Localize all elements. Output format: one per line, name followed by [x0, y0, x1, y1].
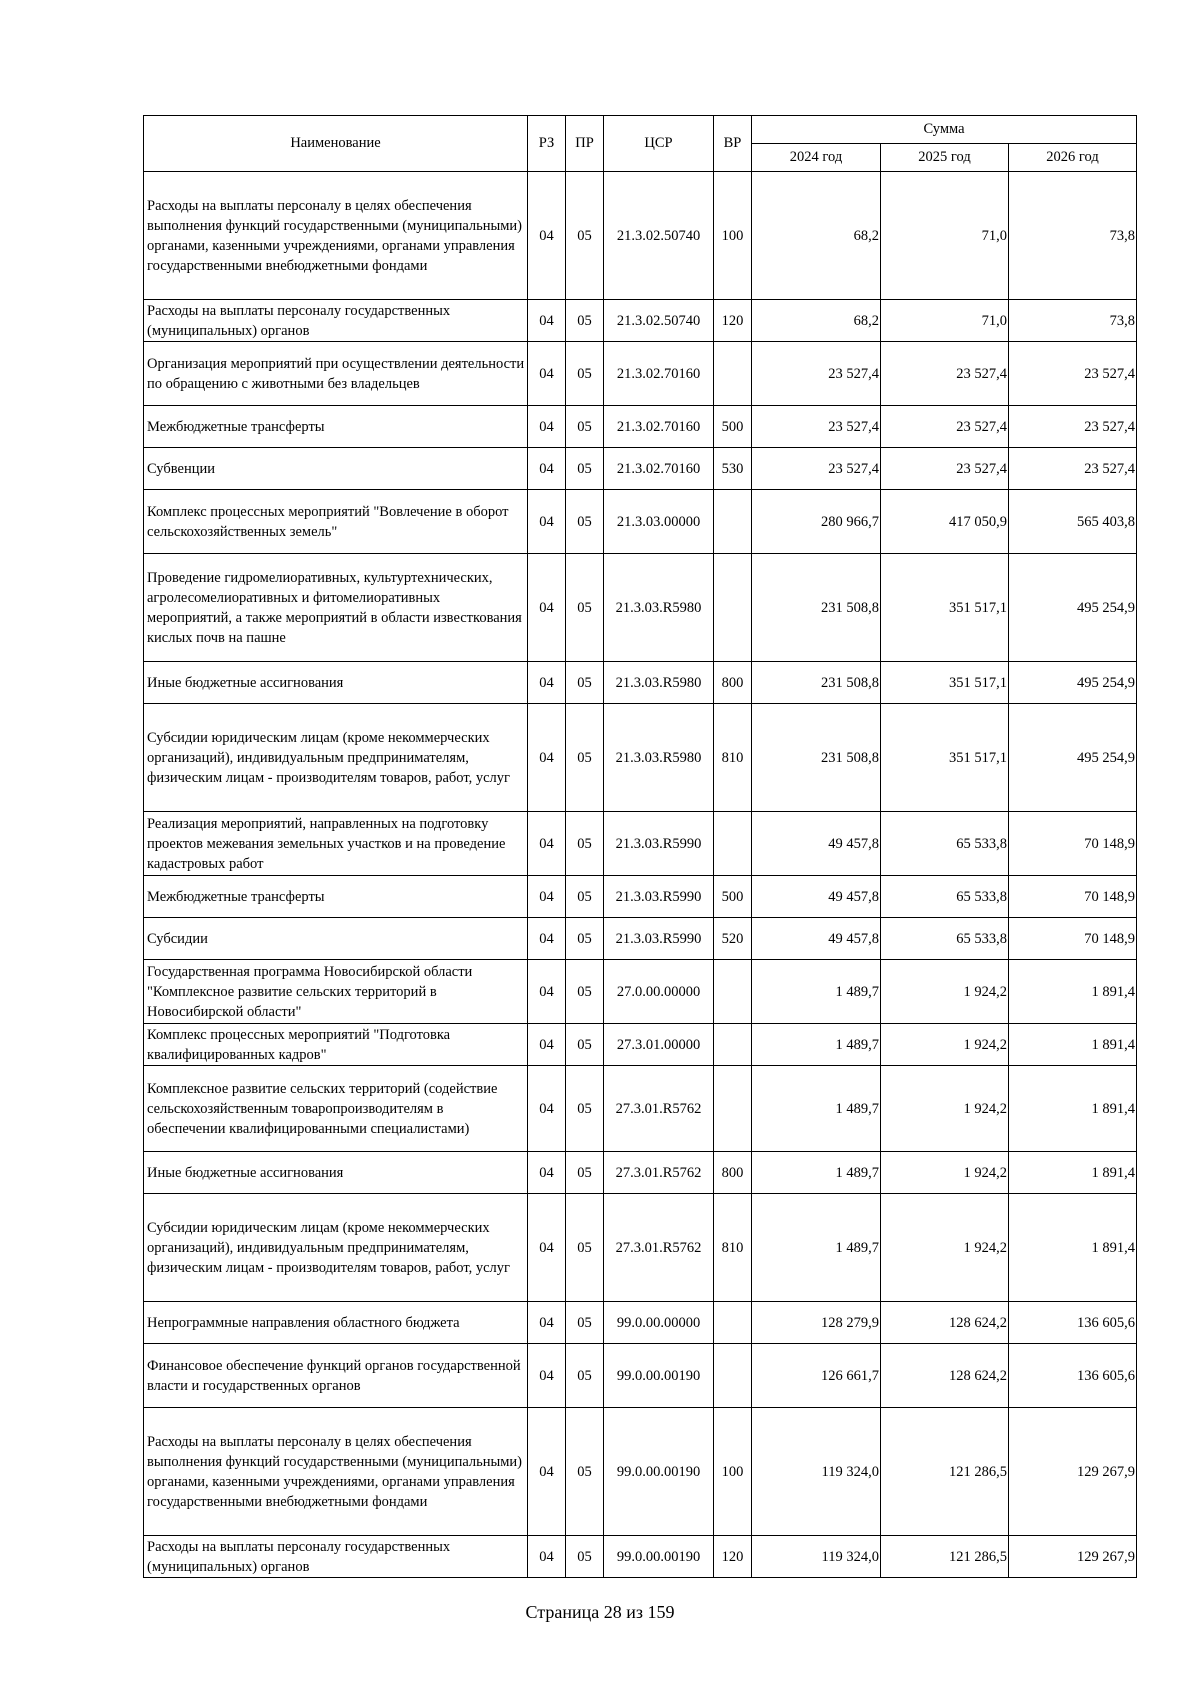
row-name: Комплекс процессных мероприятий "Вовлечение в оборот сельскохозяйственных земель": [144, 490, 528, 554]
table-row: [144, 1194, 1137, 1302]
row-csr: 21.3.02.70160: [604, 342, 714, 406]
row-sum-2024: 119 324,0: [752, 1536, 881, 1578]
row-sum-2025: 121 286,5: [881, 1536, 1009, 1578]
row-sum-2026: 23 527,4: [1009, 406, 1137, 448]
row-pr: 05: [566, 1408, 604, 1536]
row-sum-2024: 49 457,8: [752, 918, 881, 960]
row-sum-2026: 495 254,9: [1009, 554, 1137, 662]
table-row: [144, 1152, 1137, 1194]
header-name: Наименование: [144, 116, 528, 172]
row-vr: [714, 554, 752, 662]
row-name: Расходы на выплаты персоналу в целях обеспечения выполнения функций государственными (муниципальными) органами, казенными учреждениями, органами управления государственными внебюджетными фондами: [144, 1408, 528, 1536]
row-name: Проведение гидромелиоративных, культуртехнических, агролесомелиоративных и фитомелиоративных мероприятий, а также мероприятий в области известкования кислых почв на пашне: [144, 554, 528, 662]
row-csr: 21.3.03.R5990: [604, 876, 714, 918]
row-csr: 21.3.03.00000: [604, 490, 714, 554]
row-sum-2026: 70 148,9: [1009, 812, 1137, 876]
row-rz: 04: [528, 876, 566, 918]
row-rz: 04: [528, 490, 566, 554]
row-name: Расходы на выплаты персоналу государственных (муниципальных) органов: [144, 300, 528, 342]
row-sum-2024: 231 508,8: [752, 554, 881, 662]
row-csr: 21.3.02.50740: [604, 172, 714, 300]
row-vr: [714, 1302, 752, 1344]
table-row: [144, 960, 1137, 1024]
row-sum-2024: 1 489,7: [752, 960, 881, 1024]
table-row: [144, 876, 1137, 918]
row-rz: 04: [528, 704, 566, 812]
row-name: Государственная программа Новосибирской области "Комплексное развитие сельских территорий в Новосибирской области": [144, 960, 528, 1024]
row-vr: 100: [714, 1408, 752, 1536]
row-sum-2025: 351 517,1: [881, 704, 1009, 812]
row-sum-2026: 23 527,4: [1009, 342, 1137, 406]
row-rz: 04: [528, 1302, 566, 1344]
row-name: Межбюджетные трансферты: [144, 876, 528, 918]
row-csr: 21.3.03.R5990: [604, 812, 714, 876]
row-csr: 99.0.00.00190: [604, 1408, 714, 1536]
row-vr: 800: [714, 1152, 752, 1194]
row-pr: 05: [566, 342, 604, 406]
row-sum-2025: 1 924,2: [881, 1066, 1009, 1152]
row-sum-2025: 1 924,2: [881, 1194, 1009, 1302]
row-pr: 05: [566, 960, 604, 1024]
row-sum-2026: 565 403,8: [1009, 490, 1137, 554]
row-csr: 21.3.03.R5980: [604, 662, 714, 704]
row-sum-2026: 73,8: [1009, 172, 1137, 300]
row-name: Комплекс процессных мероприятий "Подготовка квалифицированных кадров": [144, 1024, 528, 1066]
row-sum-2025: 351 517,1: [881, 554, 1009, 662]
row-rz: 04: [528, 1024, 566, 1066]
row-name: Иные бюджетные ассигнования: [144, 1152, 528, 1194]
row-vr: 530: [714, 448, 752, 490]
row-sum-2024: 231 508,8: [752, 662, 881, 704]
table-row: [144, 704, 1137, 812]
row-pr: 05: [566, 554, 604, 662]
row-pr: 05: [566, 1536, 604, 1578]
row-csr: 21.3.03.R5990: [604, 918, 714, 960]
row-pr: 05: [566, 448, 604, 490]
row-rz: 04: [528, 342, 566, 406]
row-vr: [714, 490, 752, 554]
row-sum-2024: 49 457,8: [752, 812, 881, 876]
row-sum-2025: 1 924,2: [881, 1024, 1009, 1066]
table-row: [144, 490, 1137, 554]
row-vr: 120: [714, 300, 752, 342]
row-rz: 04: [528, 1536, 566, 1578]
table-row: [144, 554, 1137, 662]
row-pr: 05: [566, 1302, 604, 1344]
row-sum-2026: 23 527,4: [1009, 448, 1137, 490]
row-name: Расходы на выплаты персоналу государственных (муниципальных) органов: [144, 1536, 528, 1578]
row-sum-2025: 351 517,1: [881, 662, 1009, 704]
row-sum-2024: 128 279,9: [752, 1302, 881, 1344]
row-pr: 05: [566, 1194, 604, 1302]
row-vr: [714, 960, 752, 1024]
row-csr: 99.0.00.00190: [604, 1344, 714, 1408]
header-pr: ПР: [566, 116, 604, 172]
row-vr: 100: [714, 172, 752, 300]
row-sum-2026: 1 891,4: [1009, 1152, 1137, 1194]
table-row: [144, 1302, 1137, 1344]
table-body: [144, 172, 1137, 1578]
row-sum-2024: 1 489,7: [752, 1066, 881, 1152]
row-sum-2025: 23 527,4: [881, 406, 1009, 448]
table-row: [144, 448, 1137, 490]
row-rz: 04: [528, 1194, 566, 1302]
row-sum-2024: 68,2: [752, 172, 881, 300]
row-name: Межбюджетные трансферты: [144, 406, 528, 448]
row-sum-2025: 65 533,8: [881, 876, 1009, 918]
row-sum-2024: 23 527,4: [752, 406, 881, 448]
row-pr: 05: [566, 1024, 604, 1066]
row-vr: [714, 342, 752, 406]
header-year-2026: 2026 год: [1009, 144, 1137, 172]
header-year-2025: 2025 год: [881, 144, 1009, 172]
row-pr: 05: [566, 172, 604, 300]
row-sum-2024: 126 661,7: [752, 1344, 881, 1408]
table-row: [144, 1066, 1137, 1152]
row-sum-2024: 231 508,8: [752, 704, 881, 812]
row-rz: 04: [528, 960, 566, 1024]
row-name: Субсидии: [144, 918, 528, 960]
table-row: [144, 300, 1137, 342]
row-sum-2026: 1 891,4: [1009, 1066, 1137, 1152]
row-name: Комплексное развитие сельских территорий (содействие сельскохозяйственным товаропроизводителям в обеспечении квалифицированными специалистами): [144, 1066, 528, 1152]
page-number: Страница 28 из 159: [525, 1602, 675, 1622]
row-vr: 810: [714, 1194, 752, 1302]
row-pr: 05: [566, 812, 604, 876]
row-rz: 04: [528, 1408, 566, 1536]
row-sum-2026: 136 605,6: [1009, 1302, 1137, 1344]
header-year-2024: 2024 год: [752, 144, 881, 172]
row-rz: 04: [528, 662, 566, 704]
row-sum-2024: 68,2: [752, 300, 881, 342]
row-sum-2025: 65 533,8: [881, 918, 1009, 960]
row-sum-2025: 121 286,5: [881, 1408, 1009, 1536]
row-rz: 04: [528, 172, 566, 300]
row-vr: [714, 1066, 752, 1152]
row-sum-2026: 1 891,4: [1009, 1024, 1137, 1066]
row-sum-2025: 128 624,2: [881, 1302, 1009, 1344]
row-sum-2025: 23 527,4: [881, 342, 1009, 406]
row-rz: 04: [528, 300, 566, 342]
row-pr: 05: [566, 490, 604, 554]
row-sum-2026: 1 891,4: [1009, 960, 1137, 1024]
row-rz: 04: [528, 1152, 566, 1194]
row-pr: 05: [566, 1152, 604, 1194]
row-vr: 520: [714, 918, 752, 960]
table-header: [144, 116, 1137, 172]
row-vr: 800: [714, 662, 752, 704]
row-pr: 05: [566, 662, 604, 704]
row-sum-2026: 70 148,9: [1009, 876, 1137, 918]
row-sum-2025: 65 533,8: [881, 812, 1009, 876]
row-sum-2025: 1 924,2: [881, 1152, 1009, 1194]
table-row: [144, 662, 1137, 704]
table-row: [144, 342, 1137, 406]
row-sum-2026: 129 267,9: [1009, 1536, 1137, 1578]
row-rz: 04: [528, 448, 566, 490]
row-vr: [714, 1024, 752, 1066]
row-csr: 21.3.03.R5980: [604, 554, 714, 662]
row-sum-2024: 1 489,7: [752, 1024, 881, 1066]
row-sum-2025: 128 624,2: [881, 1344, 1009, 1408]
table-row: [144, 1536, 1137, 1578]
row-sum-2026: 70 148,9: [1009, 918, 1137, 960]
row-name: Реализация мероприятий, направленных на подготовку проектов межевания земельных участков и на проведение кадастровых работ: [144, 812, 528, 876]
row-csr: 21.3.02.70160: [604, 448, 714, 490]
header-csr: ЦСР: [604, 116, 714, 172]
row-rz: 04: [528, 918, 566, 960]
row-sum-2024: 280 966,7: [752, 490, 881, 554]
row-csr: 99.0.00.00000: [604, 1302, 714, 1344]
row-csr: 27.0.00.00000: [604, 960, 714, 1024]
table-row: [144, 918, 1137, 960]
row-pr: 05: [566, 918, 604, 960]
table-row: [144, 1344, 1137, 1408]
header-vr: ВР: [714, 116, 752, 172]
row-rz: 04: [528, 812, 566, 876]
row-sum-2026: 129 267,9: [1009, 1408, 1137, 1536]
row-pr: 05: [566, 1344, 604, 1408]
row-name: Субсидии юридическим лицам (кроме некоммерческих организаций), индивидуальным предпринимателям, физическим лицам - производителям товаров, работ, услуг: [144, 1194, 528, 1302]
row-name: Иные бюджетные ассигнования: [144, 662, 528, 704]
row-csr: 27.3.01.R5762: [604, 1194, 714, 1302]
row-csr: 99.0.00.00190: [604, 1536, 714, 1578]
row-sum-2026: 136 605,6: [1009, 1344, 1137, 1408]
row-vr: [714, 812, 752, 876]
row-name: Субсидии юридическим лицам (кроме некоммерческих организаций), индивидуальным предпринимателям, физическим лицам - производителям товаров, работ, услуг: [144, 704, 528, 812]
row-sum-2024: 49 457,8: [752, 876, 881, 918]
row-pr: 05: [566, 704, 604, 812]
table-row: [144, 1408, 1137, 1536]
row-name: Расходы на выплаты персоналу в целях обеспечения выполнения функций государственными (муниципальными) органами, казенными учреждениями, органами управления государственными внебюджетными фондами: [144, 172, 528, 300]
row-csr: 27.3.01.R5762: [604, 1152, 714, 1194]
row-pr: 05: [566, 1066, 604, 1152]
row-sum-2026: 495 254,9: [1009, 662, 1137, 704]
table-row: [144, 406, 1137, 448]
row-sum-2026: 495 254,9: [1009, 704, 1137, 812]
row-csr: 21.3.02.50740: [604, 300, 714, 342]
row-vr: 500: [714, 406, 752, 448]
header-rz: РЗ: [528, 116, 566, 172]
header-sum: Сумма: [752, 116, 1137, 144]
row-sum-2026: 73,8: [1009, 300, 1137, 342]
row-pr: 05: [566, 876, 604, 918]
row-csr: 27.3.01.00000: [604, 1024, 714, 1066]
row-name: Непрограммные направления областного бюджета: [144, 1302, 528, 1344]
row-vr: 500: [714, 876, 752, 918]
row-sum-2025: 23 527,4: [881, 448, 1009, 490]
row-vr: 120: [714, 1536, 752, 1578]
row-sum-2024: 23 527,4: [752, 342, 881, 406]
row-rz: 04: [528, 554, 566, 662]
row-csr: 21.3.02.70160: [604, 406, 714, 448]
row-sum-2025: 417 050,9: [881, 490, 1009, 554]
row-pr: 05: [566, 300, 604, 342]
row-name: Субвенции: [144, 448, 528, 490]
row-csr: 21.3.03.R5980: [604, 704, 714, 812]
row-name: Организация мероприятий при осуществлении деятельности по обращению с животными без владельцев: [144, 342, 528, 406]
row-vr: [714, 1344, 752, 1408]
row-sum-2026: 1 891,4: [1009, 1194, 1137, 1302]
row-sum-2025: 71,0: [881, 172, 1009, 300]
row-csr: 27.3.01.R5762: [604, 1066, 714, 1152]
row-rz: 04: [528, 1066, 566, 1152]
row-sum-2025: 71,0: [881, 300, 1009, 342]
row-vr: 810: [714, 704, 752, 812]
table-row: [144, 1024, 1137, 1066]
table-row: [144, 172, 1137, 300]
row-rz: 04: [528, 1344, 566, 1408]
row-pr: 05: [566, 406, 604, 448]
row-sum-2025: 1 924,2: [881, 960, 1009, 1024]
row-rz: 04: [528, 406, 566, 448]
budget-table: [143, 115, 1137, 1578]
table-row: [144, 812, 1137, 876]
row-sum-2024: 1 489,7: [752, 1194, 881, 1302]
row-name: Финансовое обеспечение функций органов государственной власти и государственных органов: [144, 1344, 528, 1408]
row-sum-2024: 119 324,0: [752, 1408, 881, 1536]
row-sum-2024: 23 527,4: [752, 448, 881, 490]
row-sum-2024: 1 489,7: [752, 1152, 881, 1194]
